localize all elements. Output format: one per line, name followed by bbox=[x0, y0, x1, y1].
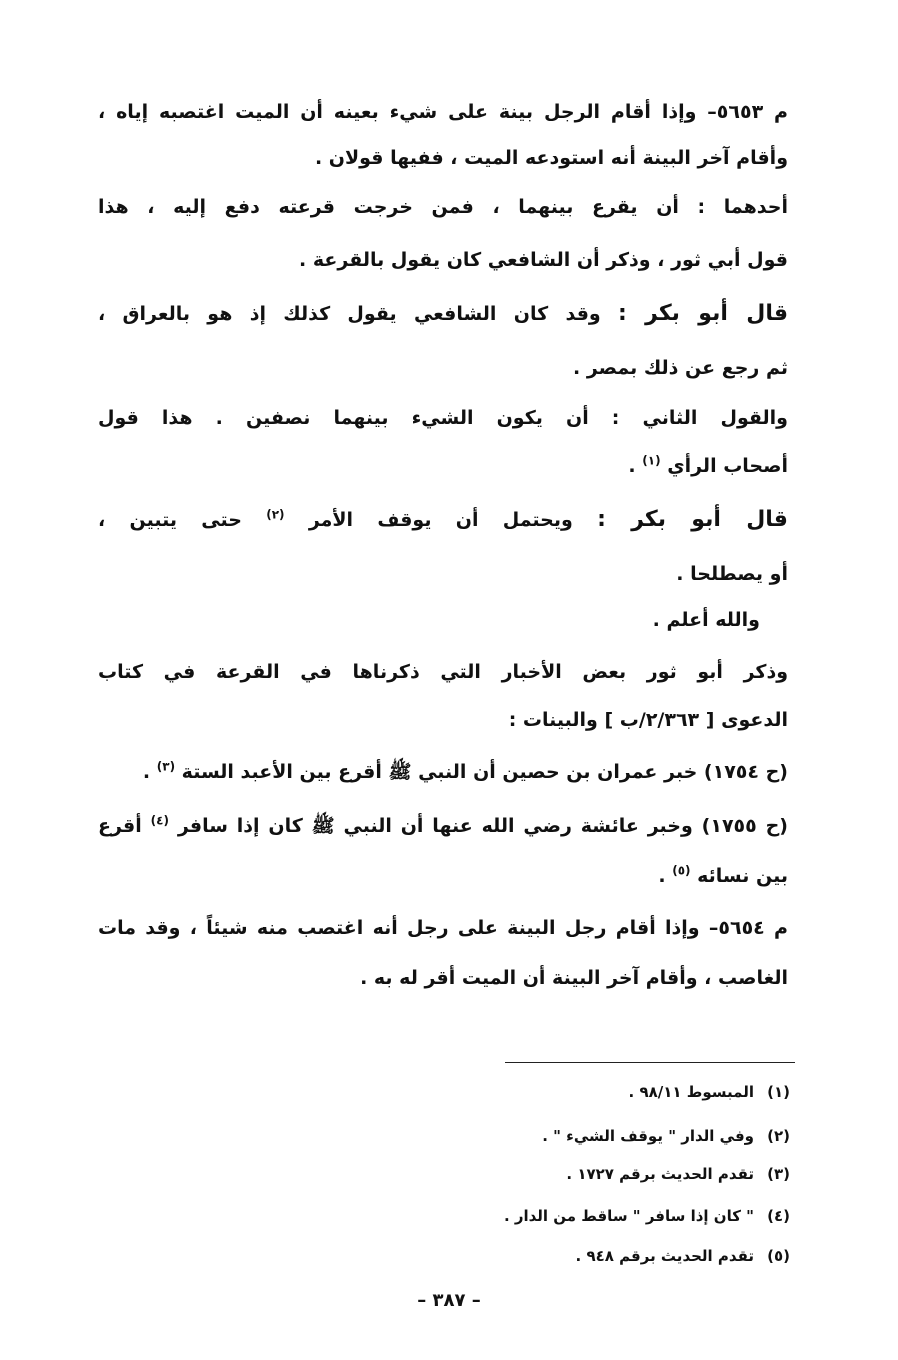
text-span: وإذا أقام الرجل بينة على شيء بعينه أن الميت اغتصبه إياه ، bbox=[98, 101, 697, 123]
footnote-text: وفي الدار " يوقف الشيء " . bbox=[542, 1127, 754, 1145]
footnote-3 bbox=[566, 1162, 790, 1186]
text-line-5 bbox=[98, 294, 788, 334]
text-line-2 bbox=[315, 138, 788, 178]
text-span: وإذا أقام رجل البينة على رجل أنه اغتصب منه شيئاً ، وقد مات bbox=[98, 917, 700, 939]
text-span: خبر عمران بن حصين أن النبي ﷺ أقرع بين الأعبد الستة bbox=[181, 761, 698, 783]
footnote-ref-4[interactable]: (٤) bbox=[150, 813, 169, 828]
page-number: – ٣٨٧ – bbox=[417, 1290, 481, 1311]
footnote-ref-5[interactable]: (٥) bbox=[672, 863, 691, 878]
text-line-8 bbox=[628, 446, 788, 486]
text-line-7 bbox=[98, 398, 788, 438]
hadith-number-1754: (ح ١٧٥٤) bbox=[703, 761, 788, 783]
text-line-17 bbox=[98, 908, 788, 948]
issue-number-5653: م ٥٦٥٣– bbox=[707, 101, 788, 123]
text-span: ويحتمل أن يوقف الأمر bbox=[308, 509, 573, 531]
footnote-number: (٣) bbox=[767, 1165, 790, 1183]
footnote-ref-1[interactable]: (١) bbox=[642, 453, 661, 468]
text-span: الغاصب ، وأقام آخر البينة أن الميت أقر له به . bbox=[360, 967, 788, 989]
text-span: أحدهما : أن يقرع بينهما ، فمن خرجت قرعته دفع إليه ، هذا bbox=[98, 196, 788, 218]
text-line-14 bbox=[143, 752, 788, 792]
text-line-13 bbox=[509, 700, 788, 740]
text-span: أو يصطلحا . bbox=[676, 563, 788, 585]
text-line-18 bbox=[360, 958, 788, 998]
footnote-text: " كان إذا سافر " ساقط من الدار . bbox=[503, 1207, 754, 1225]
footnote-separator bbox=[505, 1062, 795, 1063]
speaker-abu-bakr: قال أبو بكر : bbox=[618, 301, 788, 326]
footnote-number: (١) bbox=[767, 1083, 790, 1101]
text-span: وقد كان الشافعي يقول كذلك إذ هو بالعراق ، bbox=[98, 303, 601, 325]
text-span: والله أعلم . bbox=[652, 609, 760, 631]
text-line-15 bbox=[98, 806, 788, 846]
text-span: أقرع bbox=[98, 815, 142, 837]
text-line-3 bbox=[98, 187, 788, 227]
text-line-9 bbox=[98, 500, 788, 540]
text-line-1 bbox=[98, 92, 788, 132]
footnote-ref-2[interactable]: (٢) bbox=[266, 507, 285, 522]
text-line-11 bbox=[653, 600, 760, 640]
text-span: قول أبي ثور ، وذكر أن الشافعي كان يقول بالقرعة . bbox=[299, 249, 788, 271]
text-line-12 bbox=[98, 652, 788, 692]
footnote-text: المبسوط ٩٨/١١ . bbox=[628, 1083, 754, 1101]
hadith-number-1755: (ح ١٧٥٥) bbox=[701, 815, 788, 837]
text-line-4 bbox=[299, 240, 788, 280]
issue-number-5654: م ٥٦٥٤– bbox=[708, 917, 788, 939]
text-span: وذكر أبو ثور بعض الأخبار التي ذكرناها في القرعة في كتاب bbox=[98, 661, 788, 683]
speaker-abu-bakr: قال أبو بكر : bbox=[597, 507, 788, 532]
footnote-5 bbox=[576, 1244, 790, 1268]
footnote-4 bbox=[504, 1204, 790, 1228]
text-span: وأقام آخر البينة أنه استودعه الميت ، ففيها قولان . bbox=[314, 147, 788, 169]
text-span: الدعوى [ ٢/٣٦٣/ب ] والبينات : bbox=[508, 709, 788, 731]
footnote-number: (٤) bbox=[767, 1207, 790, 1225]
text-span: . bbox=[658, 865, 666, 887]
footnote-text: تقدم الحديث برقم ٩٤٨ . bbox=[575, 1247, 754, 1265]
footnote-ref-3[interactable]: (٣) bbox=[156, 759, 176, 774]
text-line-6 bbox=[573, 348, 788, 388]
text-span: أصحاب الرأي bbox=[667, 455, 788, 477]
text-span: . bbox=[628, 455, 636, 477]
footnote-text: تقدم الحديث برقم ١٧٢٧ . bbox=[566, 1165, 754, 1183]
text-line-16 bbox=[658, 856, 788, 896]
text-span: وخبر عائشة رضي الله عنها أن النبي ﷺ كان إذا سافر bbox=[177, 815, 693, 837]
footnote-1 bbox=[629, 1080, 790, 1104]
footnote-number: (٢) bbox=[767, 1127, 790, 1145]
text-span: ثم رجع عن ذلك بمصر . bbox=[572, 357, 788, 379]
text-span: بين نسائه bbox=[697, 865, 788, 887]
footnote-number: (٥) bbox=[767, 1247, 790, 1265]
footnote-2 bbox=[542, 1124, 790, 1148]
text-span: . bbox=[142, 761, 151, 783]
text-span: حتى يتبين ، bbox=[98, 509, 242, 531]
text-line-10 bbox=[676, 554, 788, 594]
text-span: والقول الثاني : أن يكون الشيء بينهما نصفين . هذا قول bbox=[98, 407, 788, 429]
